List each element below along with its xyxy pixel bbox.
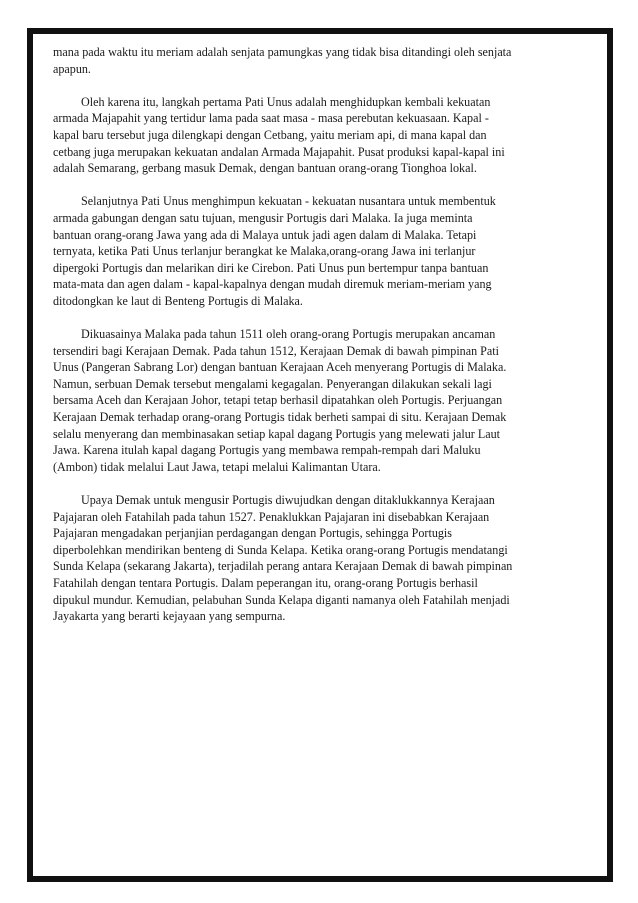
document-body [53, 44, 513, 641]
paragraph-1: mana pada waktu itu meriam adalah senjata pamungkas yang tidak bisa ditandingi oleh senjata apapun. [53, 45, 512, 76]
paragraph-5: Upaya Demak untuk mengusir Portugis diwujudkan dengan ditaklukkannya Kerajaan Pajajaran oleh Fatahilah pada tahun 1527. Penaklukkan Pajajaran ini disebabkan Kerajaan Pajajaran mengadakan perjanjian perdagangan dengan Portugis, sehingga Portugis diperbolehkan mendirikan benteng di Sunda Kelapa. Ketika orang-orang Portugis mendatangi Sunda Kelapa (sekarang Jakarta), terjadilah perang antara Kerajaan Demak di bawah pimpinan Fatahilah dengan tentara Portugis. Dalam peperangan itu, orang-orang Portugis berhasil dipukul mundur. Kemudian, pelabuhan Sunda Kelapa diganti namanya oleh Fatahilah menjadi Jayakarta yang berarti kejayaan yang sempurna. [53, 493, 513, 624]
paragraph-2: Oleh karena itu, langkah pertama Pati Unus adalah menghidupkan kembali kekuatan armada Majapahit yang tertidur lama pada saat masa - masa perebutan kekuasaan. Kapal - kapal baru tersebut juga dilengkapi dengan Cetbang, yaitu meriam api, di mana kapal dan cetbang juga merupakan kekuatan andalan Armada Majapahit. Pusat produksi kapal-kapal ini adalah Semarang, gerbang masuk Demak, dengan bantuan orang-orang Tionghoa lokal. [53, 94, 505, 176]
paragraph-4: Dikuasainya Malaka pada tahun 1511 oleh orang-orang Portugis merupakan ancaman tersendiri bagi Kerajaan Demak. Pada tahun 1512, Kerajaan Demak di bawah pimpinan Pati Unus (Pangeran Sabrang Lor) dengan bantuan Kerajaan Aceh menyerang Portugis di Malaka. Namun, serbuan Demak tersebut mengalami kegagalan. Penyerangan dilakukan sekali lagi bersama Aceh dan Kerajaan Johor, tetapi tetap berhasil dipatahkan oleh Portugis. Perjuangan Kerajaan Demak terhadap orang-orang Portugis tidak berheti sampai di situ. Kerajaan Demak selalu menyerang dan membinasakan setiap kapal dagang Portugis yang melewati jalur Laut Jawa. Karena itulah kapal dagang Portugis yang membawa rempah-rempah dari Maluku (Ambon) tidak melalui Laut Jawa, tetapi melalui Kalimantan Utara. [53, 327, 507, 474]
paragraph-3: Selanjutnya Pati Unus menghimpun kekuatan - kekuatan nusantara untuk membentuk armada gabungan dengan satu tujuan, mengusir Portugis dari Malaka. Ia juga meminta bantuan orang-orang Jawa yang ada di Malaya untuk jadi agen dalam di Malaka. Tetapi ternyata, ketika Pati Unus terlanjur berangkat ke Malaka,orang-orang Jawa ini terlanjur dipergoki Portugis dan melarikan diri ke Cirebon. Pati Unus pun bertempur tanpa bantuan mata-mata dan agen dalam - kapal-kapalnya dengan mudah diremuk meriam-meriam yang ditodongkan ke laut di Benteng Portugis di Malaka. [53, 194, 496, 308]
